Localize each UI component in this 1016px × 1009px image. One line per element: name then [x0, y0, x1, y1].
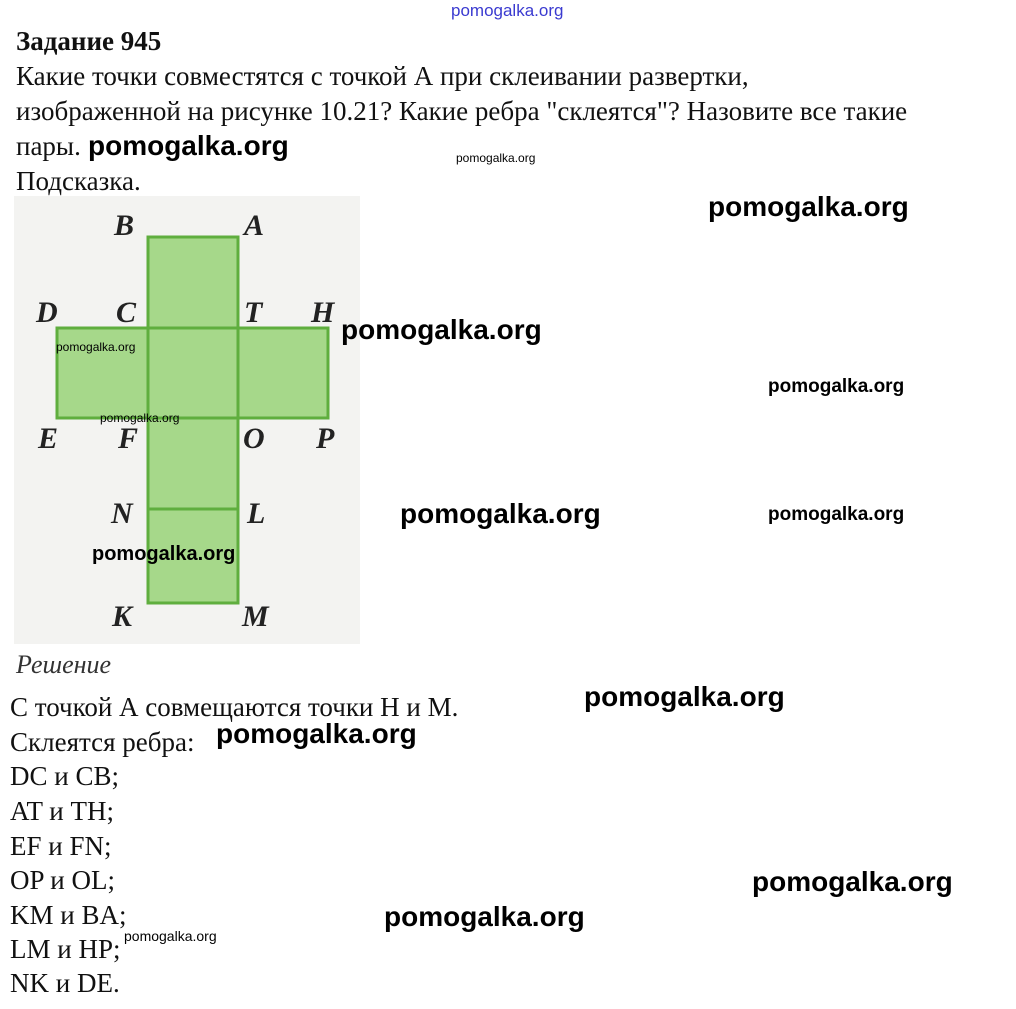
label-P: P	[316, 422, 335, 455]
solution-heading: Решение	[16, 650, 112, 679]
solution-answer: С точкой А совмещаются точки Н и М.	[10, 692, 459, 722]
label-D: D	[36, 296, 58, 329]
task-line-3: пары.	[16, 131, 81, 161]
task-line-2: изображенной на рисунке 10.21? Какие ребра "склеятся"? Назовите все такие	[16, 96, 908, 126]
edge-pair: OP и OL;	[10, 865, 115, 895]
label-N: N	[111, 497, 133, 530]
watermark: pomogalka.org	[341, 314, 542, 345]
watermark: pomogalka.org	[88, 130, 289, 161]
label-O: O	[243, 422, 265, 455]
watermark: pomogalka.org	[584, 681, 785, 712]
label-A: A	[244, 209, 265, 242]
watermark: pomogalka.org	[456, 151, 536, 165]
watermark: pomogalka.org	[100, 411, 180, 425]
watermark: pomogalka.org	[768, 376, 905, 397]
edge-pair: DC и CB;	[10, 761, 119, 791]
edge-pair: EF и FN;	[10, 831, 112, 861]
edge-pair: NK и DE.	[10, 968, 120, 998]
label-H: H	[311, 296, 335, 329]
watermark: pomogalka.org	[124, 928, 217, 944]
label-L: L	[247, 497, 266, 530]
label-M: M	[242, 600, 269, 633]
label-F: F	[118, 422, 139, 455]
watermark: pomogalka.org	[92, 543, 236, 565]
cube-net-figure	[14, 196, 360, 644]
watermark: pomogalka.org	[400, 498, 601, 529]
edge-pair: KM и BA;	[10, 900, 127, 930]
net-face-right	[238, 328, 328, 418]
net-face-lower	[148, 418, 238, 509]
watermark: pomogalka.org	[752, 866, 953, 897]
task-title: Задание 945	[16, 26, 162, 56]
edge-pair: LM и HP;	[10, 934, 121, 964]
watermark: pomogalka.org	[384, 901, 585, 932]
watermark: pomogalka.org	[216, 718, 417, 749]
watermark: pomogalka.org	[708, 191, 909, 222]
header-watermark: pomogalka.org	[451, 1, 564, 20]
solution-edges-intro: Склеятся ребра:	[10, 727, 195, 757]
label-E: E	[38, 422, 59, 455]
label-C: C	[116, 296, 137, 329]
label-T: T	[244, 296, 263, 329]
task-line-1: Какие точки совместятся с точкой А при склеивании развертки,	[16, 61, 749, 91]
watermark: pomogalka.org	[56, 340, 136, 354]
hint-link[interactable]: Подсказка.	[16, 166, 141, 196]
watermark: pomogalka.org	[768, 504, 905, 525]
label-K: K	[112, 600, 133, 633]
cube-net-svg	[14, 196, 360, 644]
edge-pair: AT и TH;	[10, 796, 114, 826]
label-B: B	[114, 209, 135, 242]
net-face-top	[148, 237, 238, 328]
net-face-center	[148, 328, 238, 418]
